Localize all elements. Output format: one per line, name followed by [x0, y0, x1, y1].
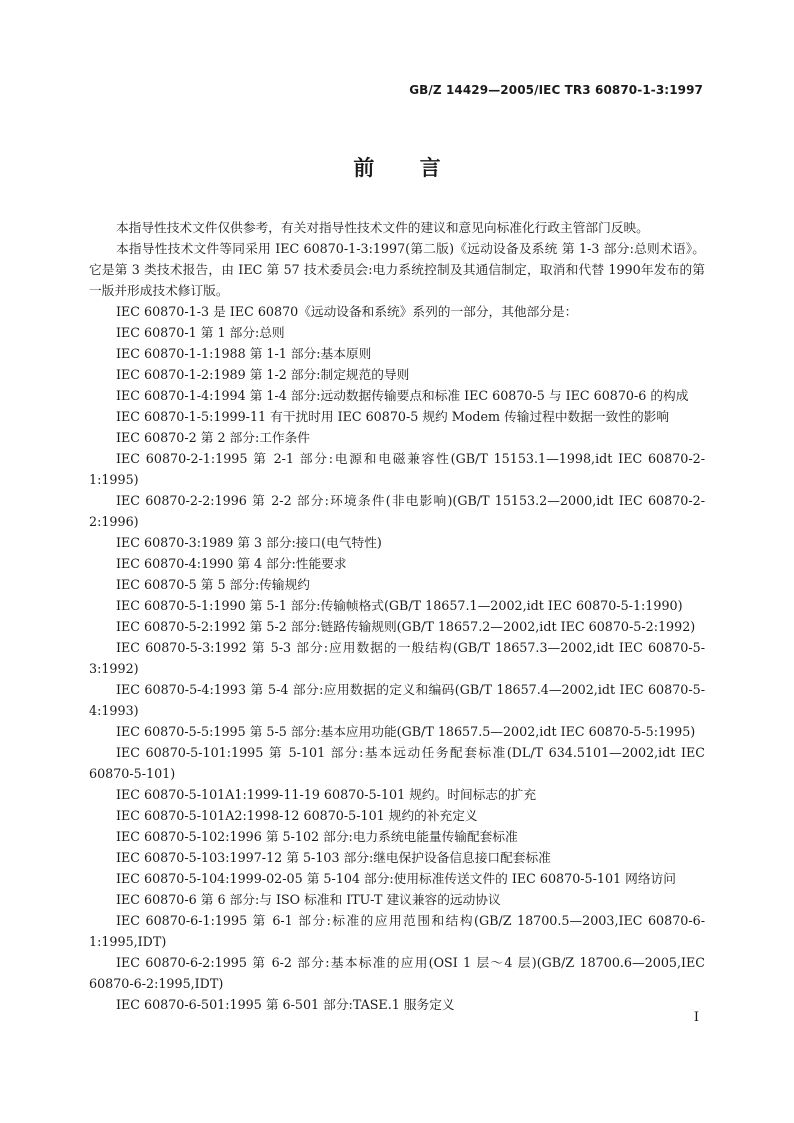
page-title: 前 言	[353, 156, 441, 180]
list-item: IEC 60870-1-1:1988 第 1-1 部分:基本原则	[116, 346, 372, 361]
list-item: IEC 60870-6-2:1995 第 6-2 部分:基本标准的应用(OSI 1 层～4 层)(GB/Z 18700.6—2005,IEC 60870-6-2:1995,IDT)	[89, 955, 705, 991]
list-item: IEC 60870-1-5:1999-11 有干扰时用 IEC 60870-5 规约 Modem 传输过程中数据一致性的影响	[116, 409, 670, 424]
page-number: I	[693, 1010, 699, 1025]
list-item: IEC 60870-1-2:1989 第 1-2 部分:制定规范的导则	[116, 367, 410, 382]
paragraph: IEC 60870-1-3 是 IEC 60870《远动设备和系统》系列的一部分，其他部分是：	[116, 304, 578, 319]
list-item: IEC 60870-6-1:1995 第 6-1 部分:标准的应用范围和结构(GB/Z 18700.5—2003,IEC 60870-6-1:1995,IDT)	[89, 913, 705, 949]
list-item: IEC 60870-2-1:1995 第 2-1 部分:电源和电磁兼容性(GB/T 15153.1—1998,idt IEC 60870-2-1:1995)	[89, 451, 705, 487]
list-item: IEC 60870-5-2:1992 第 5-2 部分:链路传输规则(GB/T 18657.2—2002,idt IEC 60870-5-2:1992)	[116, 619, 696, 634]
paragraph: 本指导性技术文件等同采用 IEC 60870-1-3:1997(第二版)《远动设备及系统 第 1-3 部分:总则术语》。它是第 3 类技术报告，由 IEC 第 57 技术委员会:电力系统控制及其通信制定，取消和代替 1990年发布的第一版并形成技术修订版。	[89, 241, 705, 298]
list-item: IEC 60870-2-2:1996 第 2-2 部分:环境条件(非电影响)(GB/T 15153.2—2000,idt IEC 60870-2-2:1996)	[89, 493, 705, 529]
list-item: IEC 60870-6 第 6 部分:与 ISO 标准和 ITU-T 建议兼容的远动协议	[116, 892, 501, 907]
list-item: IEC 60870-5-3:1992 第 5-3 部分:应用数据的一般结构(GB/T 18657.3—2002,idt IEC 60870-5-3:1992)	[89, 640, 705, 676]
list-item: IEC 60870-5 第 5 部分:传输规约	[116, 577, 310, 592]
list-item: IEC 60870-5-1:1990 第 5-1 部分:传输帧格式(GB/T 18657.1—2002,idt IEC 60870-5-1:1990)	[116, 598, 683, 613]
list-item: IEC 60870-5-101:1995 第 5-101 部分:基本远动任务配套标准(DL/T 634.5101—2002,idt IEC 60870-5-101)	[89, 745, 705, 781]
list-item: IEC 60870-4:1990 第 4 部分:性能要求	[116, 556, 347, 571]
list-item: IEC 60870-5-101A1:1999-11-19 60870-5-101 规约。时间标志的扩充	[116, 787, 537, 802]
list-item: IEC 60870-2 第 2 部分:工作条件	[116, 430, 310, 445]
list-item: IEC 60870-5-103:1997-12 第 5-103 部分:继电保护设备信息接口配套标准	[116, 850, 551, 865]
list-item: IEC 60870-5-102:1996 第 5-102 部分:电力系统电能量传输配套标准	[116, 829, 518, 844]
list-item: IEC 60870-1 第 1 部分:总则	[116, 325, 285, 340]
list-item: IEC 60870-6-501:1995 第 6-501 部分:TASE.1 服务定义	[116, 997, 455, 1012]
list-item: IEC 60870-1-4:1994 第 1-4 部分:远动数据传输要点和标准 IEC 60870-5 与 IEC 60870-6 的构成	[116, 388, 689, 403]
standard-code-header: GB/Z 14429—2005/IEC TR3 60870-1-3:1997	[409, 83, 703, 97]
list-item: IEC 60870-5-4:1993 第 5-4 部分:应用数据的定义和编码(GB/T 18657.4—2002,idt IEC 60870-5-4:1993)	[89, 682, 705, 718]
foreword-body	[89, 217, 705, 1015]
list-item: IEC 60870-5-101A2:1998-12 60870-5-101 规约的补充定义	[116, 808, 478, 823]
list-item: IEC 60870-5-5:1995 第 5-5 部分:基本应用功能(GB/T 18657.5—2002,idt IEC 60870-5-5:1995)	[116, 724, 696, 739]
list-item: IEC 60870-5-104:1999-02-05 第 5-104 部分:使用标准传送文件的 IEC 60870-5-101 网络访问	[116, 871, 676, 886]
list-item: IEC 60870-3:1989 第 3 部分:接口(电气特性)	[116, 535, 382, 550]
paragraph: 本指导性技术文件仅供参考，有关对指导性技术文件的建议和意见向标准化行政主管部门反映。	[116, 220, 649, 235]
